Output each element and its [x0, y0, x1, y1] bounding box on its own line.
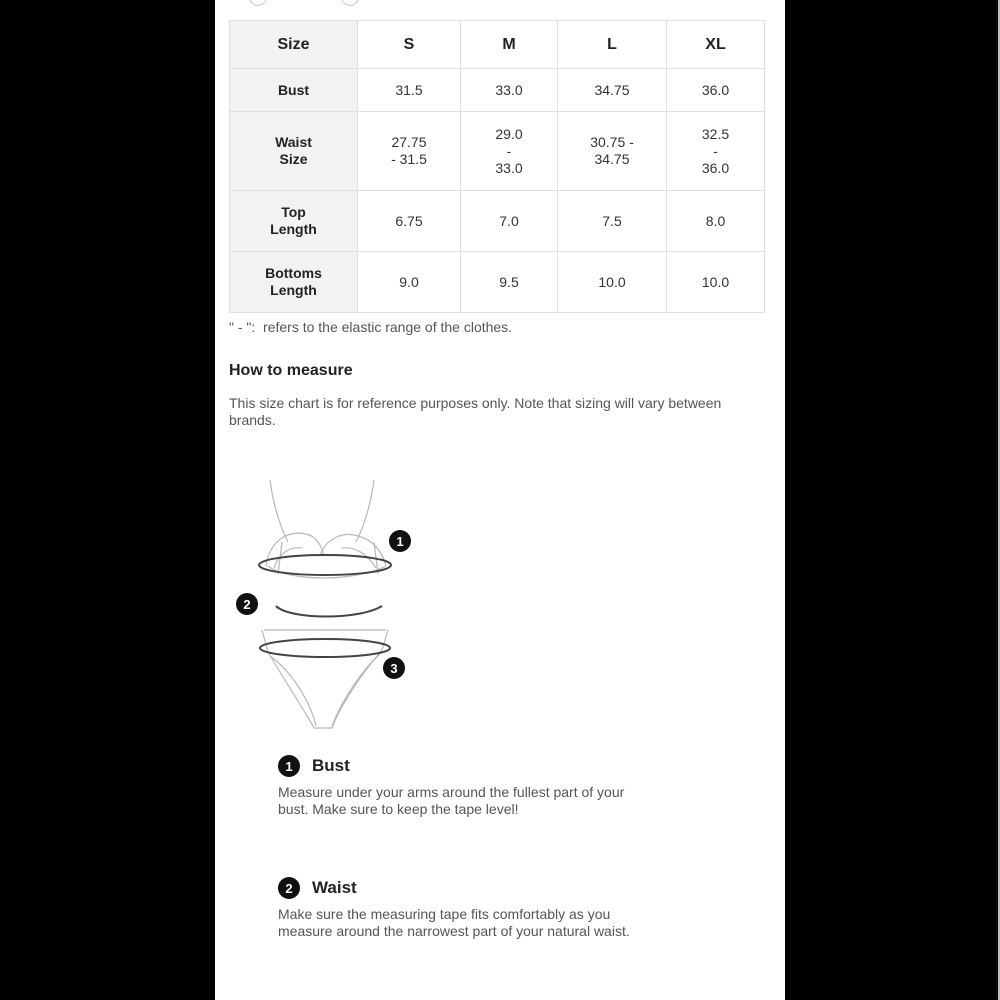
bust-description: Measure under your arms around the fullest part of your bust. Make sure to keep the tape level! — [278, 784, 625, 817]
size-header-m: M — [461, 21, 558, 69]
table-row — [230, 191, 765, 252]
marker-2-icon — [236, 593, 258, 615]
how-to-measure-title: How to measure — [229, 362, 353, 379]
table-cell: 36.0 — [667, 69, 765, 112]
table-cell: 32.5 - 36.0 — [667, 112, 765, 191]
size-header-l: L — [558, 21, 667, 69]
size-chart-table — [229, 20, 765, 313]
waist-measure-line — [276, 606, 382, 617]
table-cell: 9.5 — [461, 252, 558, 313]
size-header-xl: XL — [667, 21, 765, 69]
step-1-icon: 1 — [278, 755, 300, 777]
table-cell: 29.0 - 33.0 — [461, 112, 558, 191]
table-cell: 27.75 - 31.5 — [358, 112, 461, 191]
bottoms-illustration — [262, 630, 388, 728]
radio-button-partial[interactable] — [249, 0, 267, 6]
radio-button-partial[interactable] — [341, 0, 359, 6]
table-cell: 33.0 — [461, 69, 558, 112]
hip-measure-line — [260, 639, 390, 657]
table-row — [230, 252, 765, 313]
size-header-s: S — [358, 21, 461, 69]
table-cell: 10.0 — [558, 252, 667, 313]
table-row — [230, 69, 765, 112]
table-cell: 31.5 — [358, 69, 461, 112]
size-header-label: Size — [230, 21, 358, 69]
marker-2-label: 2 — [243, 597, 251, 612]
table-cell: 34.75 — [558, 69, 667, 112]
step-2-icon: 2 — [278, 877, 300, 899]
table-cell: 6.75 — [358, 191, 461, 252]
table-cell: 7.5 — [558, 191, 667, 252]
marker-1-icon — [389, 530, 411, 552]
waist-title: Waist — [312, 878, 357, 897]
row-label-top-length: Top Length — [230, 191, 358, 252]
bust-title: Bust — [312, 756, 350, 775]
table-cell: 10.0 — [667, 252, 765, 313]
marker-3-icon — [383, 657, 405, 679]
waist-measure-instruction — [278, 876, 658, 940]
table-row — [230, 112, 765, 191]
marker-1-label: 1 — [396, 534, 404, 549]
bra-illustration — [266, 480, 386, 578]
row-label-waist-size: Waist Size — [230, 112, 358, 191]
waist-description: Make sure the measuring tape fits comfortably as you measure around the narrowest part of your natural waist. — [278, 906, 630, 939]
bust-measure-instruction — [278, 754, 658, 818]
size-guide-page — [215, 0, 785, 1000]
table-cell: 30.75 - 34.75 — [558, 112, 667, 191]
marker-3-label: 3 — [390, 661, 398, 676]
table-cell: 8.0 — [667, 191, 765, 252]
size-header-row — [230, 21, 765, 69]
elastic-range-note: " - ": refers to the elastic range of the clothes. — [229, 319, 513, 335]
row-label-bust: Bust — [230, 69, 358, 112]
row-label-bottoms-length: Bottoms Length — [230, 252, 358, 313]
table-cell: 7.0 — [461, 191, 558, 252]
how-to-measure-description: This size chart is for reference purposes only. Note that sizing will vary between brands. — [229, 395, 722, 428]
table-cell: 9.0 — [358, 252, 461, 313]
measurement-diagram — [230, 470, 430, 735]
